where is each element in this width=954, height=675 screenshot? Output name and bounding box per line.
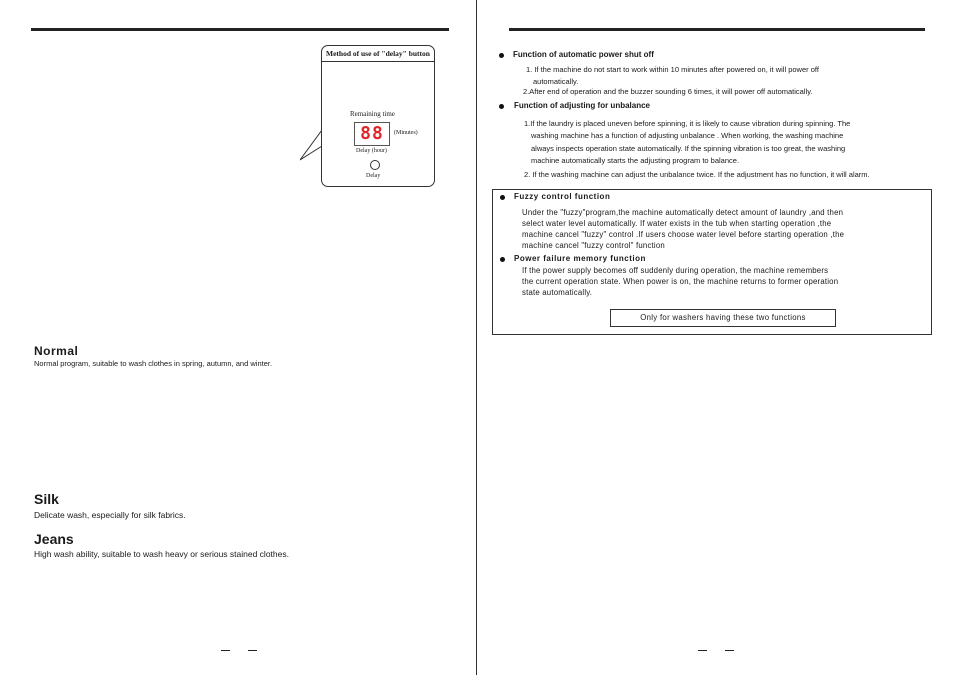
shutoff-line-1: 1. If the machine do not start to work within 10 minutes after powered on, it will power off <box>526 65 819 74</box>
page-number-dash <box>725 650 734 651</box>
led-digits: 88 <box>360 123 384 144</box>
callout-separator <box>322 61 434 62</box>
page-number-dash <box>698 650 707 651</box>
unbalance-line-4: machine automatically starts the adjusting program to balance. <box>531 156 740 165</box>
delay-label: Delay <box>366 173 381 179</box>
fuzzy-line-2: select water level automatically. If water exists in the tub when starting operation ,the <box>522 219 832 228</box>
silk-heading: Silk <box>34 491 59 507</box>
fuzzy-heading: Fuzzy control function <box>514 192 611 201</box>
shutoff-heading: Function of automatic power shut off <box>513 50 654 59</box>
fuzzy-line-3: machine cancel "fuzzy" control .If users choose water level before starting operation ,the <box>522 230 845 239</box>
memory-heading: Power failure memory function <box>514 254 646 263</box>
normal-description: Normal program, suitable to wash clothes in spring, autumn, and winter. <box>34 359 273 368</box>
delay-button-icon[interactable] <box>370 160 380 170</box>
right-header-rule <box>509 28 925 31</box>
left-header-rule <box>31 28 449 31</box>
jeans-heading: Jeans <box>34 531 74 547</box>
page-number-dash <box>221 650 230 651</box>
silk-description: Delicate wash, especially for silk fabrics. <box>34 510 186 520</box>
bullet-icon <box>499 104 504 109</box>
unbalance-heading: Function of adjusting for unbalance <box>514 101 650 110</box>
jeans-description: High wash ability, suitable to wash heavy or serious stained clothes. <box>34 549 289 559</box>
bullet-icon <box>499 53 504 58</box>
minutes-label: (Minutes) <box>394 130 418 136</box>
fuzzy-line-4: machine cancel "fuzzy control" function <box>522 241 665 250</box>
normal-heading: Normal <box>34 344 79 358</box>
memory-line-2: the current operation state. When power is on, the machine returns to former operation <box>522 277 839 286</box>
unbalance-line-3: always inspects operation state automatically. If the spinning vibration is too great, the washing <box>531 144 846 153</box>
unbalance-line-1: 1.If the laundry is placed uneven before spinning, it is likely to cause vibration during spinning. The <box>524 119 851 128</box>
memory-line-3: state automatically. <box>522 288 593 297</box>
page-divider <box>476 0 477 675</box>
unbalance-line-2: washing machine has a function of adjusting unbalance . When working, the washing machine <box>531 131 844 140</box>
shutoff-line-3: 2.After end of operation and the buzzer sounding 6 times, it will power off automatically. <box>523 87 813 96</box>
fuzzy-line-1: Under the "fuzzy"program,the machine automatically detect amount of laundry ,and then <box>522 208 844 217</box>
callout-title: Method of use of "delay" button <box>326 49 430 58</box>
page-number-dash <box>248 650 257 651</box>
led-display <box>354 122 390 146</box>
unbalance-line-5: 2. If the washing machine can adjust the unbalance twice. If the adjustment has no function, it will alarm. <box>524 170 870 179</box>
shutoff-line-2: automatically. <box>533 77 579 86</box>
delay-button-callout <box>321 45 435 187</box>
bullet-icon <box>500 195 505 200</box>
delay-hour-label: Delay (hour) <box>356 148 387 154</box>
remaining-time-label: Remaining time <box>350 110 395 118</box>
functions-note: Only for washers having these two functions <box>610 309 836 327</box>
bullet-icon <box>500 257 505 262</box>
memory-line-1: If the power supply becomes off suddenly during operation, the machine remembers <box>522 266 829 275</box>
